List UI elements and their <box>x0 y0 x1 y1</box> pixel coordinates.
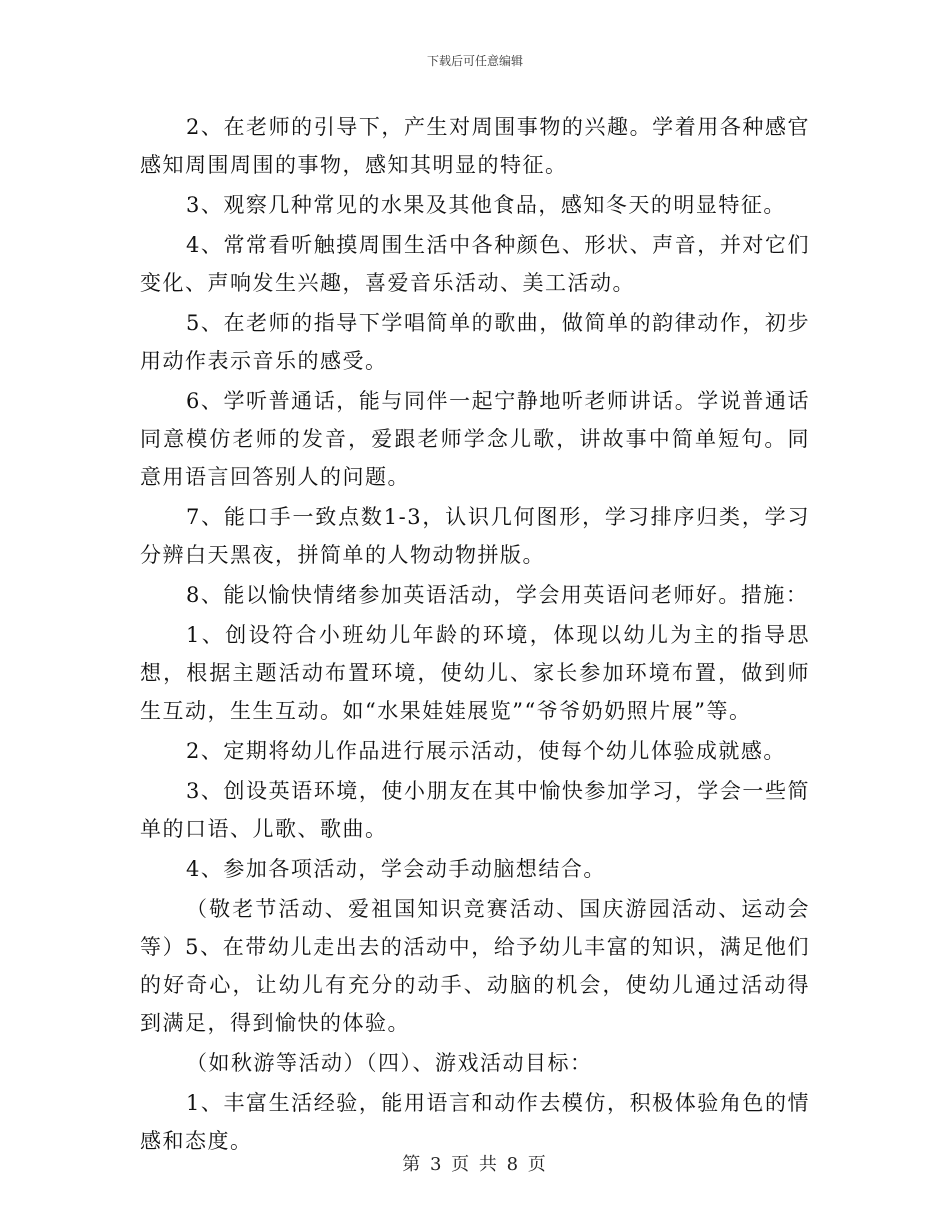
paragraph: 2、在老师的引导下，产生对周围事物的兴趣。学着用各种感官感知周围周围的事物，感知其明显的特征。 <box>140 115 810 177</box>
paragraph: 1、创设符合小班幼儿年龄的环境，体现以幼儿为主的指导思想，根据主题活动布置环境，使幼儿、家长参加环境布置，做到师生互动，生生互动。如“水果娃娃展览”“爷爷奶奶照片展”等。 <box>140 623 810 723</box>
paragraph: 6、学听普通话，能与同伴一起宁静地听老师讲话。学说普通话同意模仿老师的发音，爱跟老师学念儿歌，讲故事中简单短句。同意用语言回答别人的问题。 <box>140 389 810 489</box>
page-header: 下载后可任意编辑 <box>426 54 523 68</box>
paragraph: 3、观察几种常见的水果及其他食品，感知冬天的明显特征。 <box>186 193 786 217</box>
document-body <box>140 108 810 1162</box>
paragraph: 7、能口手一致点数1-3，认识几何图形，学习排序归类，学习分辨白天黑夜，拼简单的人物动物拼版。 <box>140 505 810 567</box>
paragraph: （敬老节活动、爱祖国知识竞赛活动、国庆游园活动、运动会等）5、在带幼儿走出去的活动中，给予幼儿丰富的知识，满足他们的好奇心，让幼儿有充分的动手、动脑的机会，使幼儿通过活动得到满足，得到愉快的体验。 <box>140 897 810 1035</box>
paragraph: 3、创设英语环境，使小朋友在其中愉快参加学习，学会一些简单的口语、儿歌、歌曲。 <box>140 779 810 841</box>
page-number-footer: 第 3 页 共 8 页 <box>402 1154 548 1175</box>
paragraph: 5、在老师的指导下学唱简单的歌曲，做简单的韵律动作，初步用动作表示音乐的感受。 <box>140 311 810 373</box>
paragraph: 8、能以愉快情绪参加英语活动，学会用英语问老师好。措施： <box>186 583 809 607</box>
paragraph: 2、定期将幼儿作品进行展示活动，使每个幼儿体验成就感。 <box>186 739 786 763</box>
paragraph: 4、常常看听触摸周围生活中各种颜色、形状、声音，并对它们变化、声响发生兴趣，喜爱音乐活动、美工活动。 <box>140 233 810 295</box>
paragraph: 1、丰富生活经验，能用语言和动作去模仿，积极体验角色的情感和态度。 <box>140 1091 810 1153</box>
paragraph: （如秋游等活动）（四）、游戏活动目标： <box>186 1051 593 1075</box>
paragraph: 4、参加各项活动，学会动手动脑想结合。 <box>186 857 606 881</box>
